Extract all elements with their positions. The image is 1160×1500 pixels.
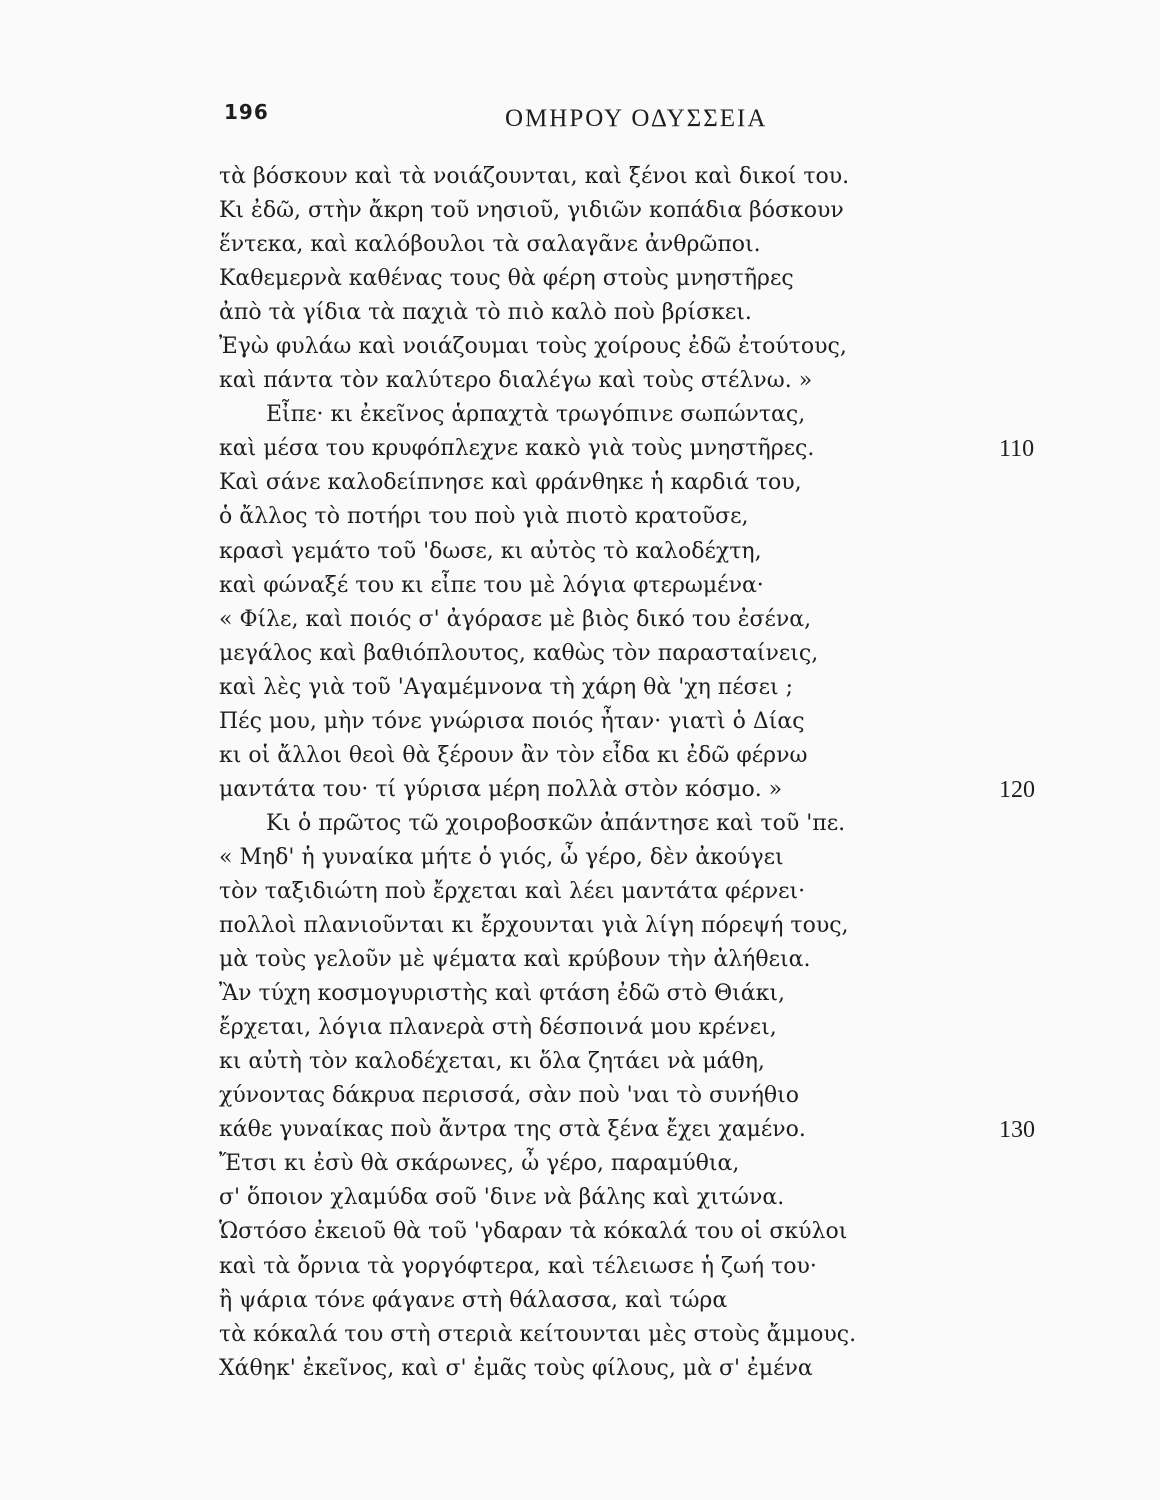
verse-line <box>219 1011 1119 1045</box>
verse-line <box>219 228 1119 262</box>
verse-line <box>219 1045 1119 1079</box>
verse-line <box>219 1181 1119 1215</box>
verse-line <box>219 1284 1119 1318</box>
verse-line <box>219 1147 1119 1181</box>
verse-line <box>219 875 1119 909</box>
verse-text: τὰ βόσκουν καὶ τὰ νοιάζουνται, καὶ ξένοι καὶ δικοί του. <box>219 164 850 189</box>
verse-text: πολλοὶ πλανιοῦνται κι ἔρχουνται γιὰ λίγη πόρεψή τους, <box>219 913 849 939</box>
verse-line <box>219 466 1119 500</box>
running-title: ΟΜΗΡΟΥ ΟΔΥΣΣΕΙΑ <box>505 105 768 132</box>
verse-line <box>219 160 1119 194</box>
verse-line <box>219 977 1119 1011</box>
verse-text: Ὡστόσο ἐκειοῦ θὰ τοῦ 'γδαραν τὰ κόκαλά του οἱ σκύλοι <box>219 1219 848 1245</box>
verse-text: χύνοντας δάκρυα περισσά, σὰν ποὺ 'ναι τὸ συνήθιο <box>219 1083 800 1109</box>
verse-line <box>219 1215 1119 1249</box>
verse-text: Ἔτσι κι ἐσὺ θὰ σκάρωνες, ὦ γέρο, παραμύθια, <box>219 1151 740 1177</box>
verse-text: καὶ λὲς γιὰ τοῦ 'Αγαμέμνονα τὴ χάρη θὰ 'χη πέσει ; <box>219 674 794 700</box>
verse-text: « Φίλε, καὶ ποιός σ' ἀγόρασε μὲ βιὸς δικό του ἐσένα, <box>219 606 812 632</box>
verse-line <box>219 807 1119 841</box>
verse-text: κρασὶ γεμάτο τοῦ 'δωσε, κι αὐτὸς τὸ καλοδέχτη, <box>219 538 762 564</box>
verse-line <box>219 1352 1119 1386</box>
verse-text: κι οἱ ἄλλοι θεοὶ θὰ ξέρουν ἂν τὸν εἶδα κι ἐδῶ φέρνω <box>219 742 808 768</box>
verse-text: Καὶ σάνε καλοδείπνησε καὶ φράνθηκε ἡ καρδιά του, <box>219 470 802 496</box>
verse-line <box>219 262 1119 296</box>
line-number: 130 <box>999 1117 1035 1144</box>
verse-line <box>219 637 1119 671</box>
verse-line <box>219 500 1119 534</box>
verse-text: « Μηδ' ἡ γυναίκα μήτε ὁ γιός, ὦ γέρο, δὲν ἀκούγει <box>219 844 784 870</box>
verse-line <box>219 296 1119 330</box>
verse-line <box>219 569 1119 603</box>
verse-text: ἀπὸ τὰ γίδια τὰ παχιὰ τὸ πιὸ καλὸ ποὺ βρίσκει. <box>219 300 752 326</box>
verse-text: σ' ὅποιον χλαμύδα σοῦ 'δινε νὰ βάλης καὶ χιτώνα. <box>219 1185 785 1211</box>
verse-text: μεγάλος καὶ βαθιόπλουτος, καθὼς τὸν παρασταίνεις, <box>219 640 819 666</box>
verse-text: ἢ ψάρια τόνε φάγανε στὴ θάλασσα, καὶ τώρα <box>219 1287 728 1313</box>
page-number: 196 <box>224 100 269 124</box>
verse-line <box>219 705 1119 739</box>
verse-line <box>219 943 1119 977</box>
verse-line <box>219 398 1119 432</box>
verse-text: καὶ μέσα του κρυφόπλεχνε κακὸ γιὰ τοὺς μνηστῆρες. <box>219 436 815 462</box>
verse-text: μαντάτα του· τί γύρισα μέρη πολλὰ στὸν κόσμο. » <box>219 776 783 802</box>
verse-line <box>219 194 1119 228</box>
verse-block <box>219 160 1119 1386</box>
verse-text: Ἐγὼ φυλάω καὶ νοιάζουμαι τοὺς χοίρους ἐδῶ ἐτούτους, <box>219 334 847 360</box>
verse-text: Κι ἐδῶ, στὴν ἄκρη τοῦ νησιοῦ, γιδιῶν κοπάδια βόσκουν <box>219 198 844 224</box>
verse-line <box>219 364 1119 398</box>
verse-text: κάθε γυναίκας ποὺ ἄντρα της στὰ ξένα ἔχει χαμένο. <box>219 1117 806 1143</box>
verse-text: Εἶπε· κι ἐκεῖνος ἁρπαχτὰ τρωγόπινε σωπώντας, <box>266 402 806 428</box>
verse-text: Χάθηκ' ἐκεῖνος, καὶ σ' ἐμᾶς τοὺς φίλους, μὰ σ' ἐμένα <box>219 1355 813 1381</box>
verse-text: ὁ ἄλλος τὸ ποτήρι του ποὺ γιὰ πιοτὸ κρατοῦσε, <box>219 504 749 530</box>
verse-text: καὶ πάντα τὸν καλύτερο διαλέγω καὶ τοὺς στέλνω. » <box>219 368 813 394</box>
verse-line <box>219 432 1119 466</box>
verse-text: τὸν ταξιδιώτη ποὺ ἔρχεται καὶ λέει μαντάτα φέρνει· <box>219 878 806 904</box>
verse-line <box>219 909 1119 943</box>
verse-line <box>219 773 1119 807</box>
verse-line <box>219 1250 1119 1284</box>
verse-text: Ἂν τύχη κοσμογυριστὴς καὶ φτάση ἐδῶ στὸ Θιάκι, <box>219 981 785 1007</box>
verse-line <box>219 603 1119 637</box>
line-number: 120 <box>999 776 1035 803</box>
verse-text: Καθεμερνὰ καθένας τους θὰ φέρη στοὺς μνηστῆρες <box>219 266 794 292</box>
verse-line <box>219 535 1119 569</box>
verse-text: Κι ὁ πρῶτος τῶ χοιροβοσκῶν ἀπάντησε καὶ τοῦ 'πε. <box>266 810 846 836</box>
verse-text: Πές μου, μὴν τόνε γνώρισα ποιός ἦταν· γιατὶ ὁ Δίας <box>219 708 805 734</box>
verse-line <box>219 1079 1119 1113</box>
verse-text: μὰ τοὺς γελοῦν μὲ ψέματα καὶ κρύβουν τὴν ἀλήθεια. <box>219 947 811 973</box>
verse-line <box>219 1318 1119 1352</box>
verse-text: ἔρχεται, λόγια πλανερὰ στὴ δέσποινά μου κρένει, <box>219 1015 777 1041</box>
verse-text: κι αὐτὴ τὸν καλοδέχεται, κι ὅλα ζητάει νὰ μάθη, <box>219 1049 765 1075</box>
verse-line <box>219 1113 1119 1147</box>
verse-text: ἕντεκα, καὶ καλόβουλοι τὰ σαλαγᾶνε ἀνθρῶποι. <box>219 232 761 258</box>
verse-line <box>219 671 1119 705</box>
verse-line <box>219 330 1119 364</box>
verse-text: τὰ κόκαλά του στὴ στεριὰ κείτουνται μὲς στοὺς ἄμμους. <box>219 1321 857 1347</box>
verse-text: καὶ φώναξέ του κι εἶπε του μὲ λόγια φτερωμένα· <box>219 572 764 598</box>
verse-line <box>219 841 1119 875</box>
line-number: 110 <box>999 436 1035 463</box>
verse-text: καὶ τὰ ὄρνια τὰ γοργόφτερα, καὶ τέλειωσε ἡ ζωή του· <box>219 1253 817 1279</box>
verse-line <box>219 739 1119 773</box>
